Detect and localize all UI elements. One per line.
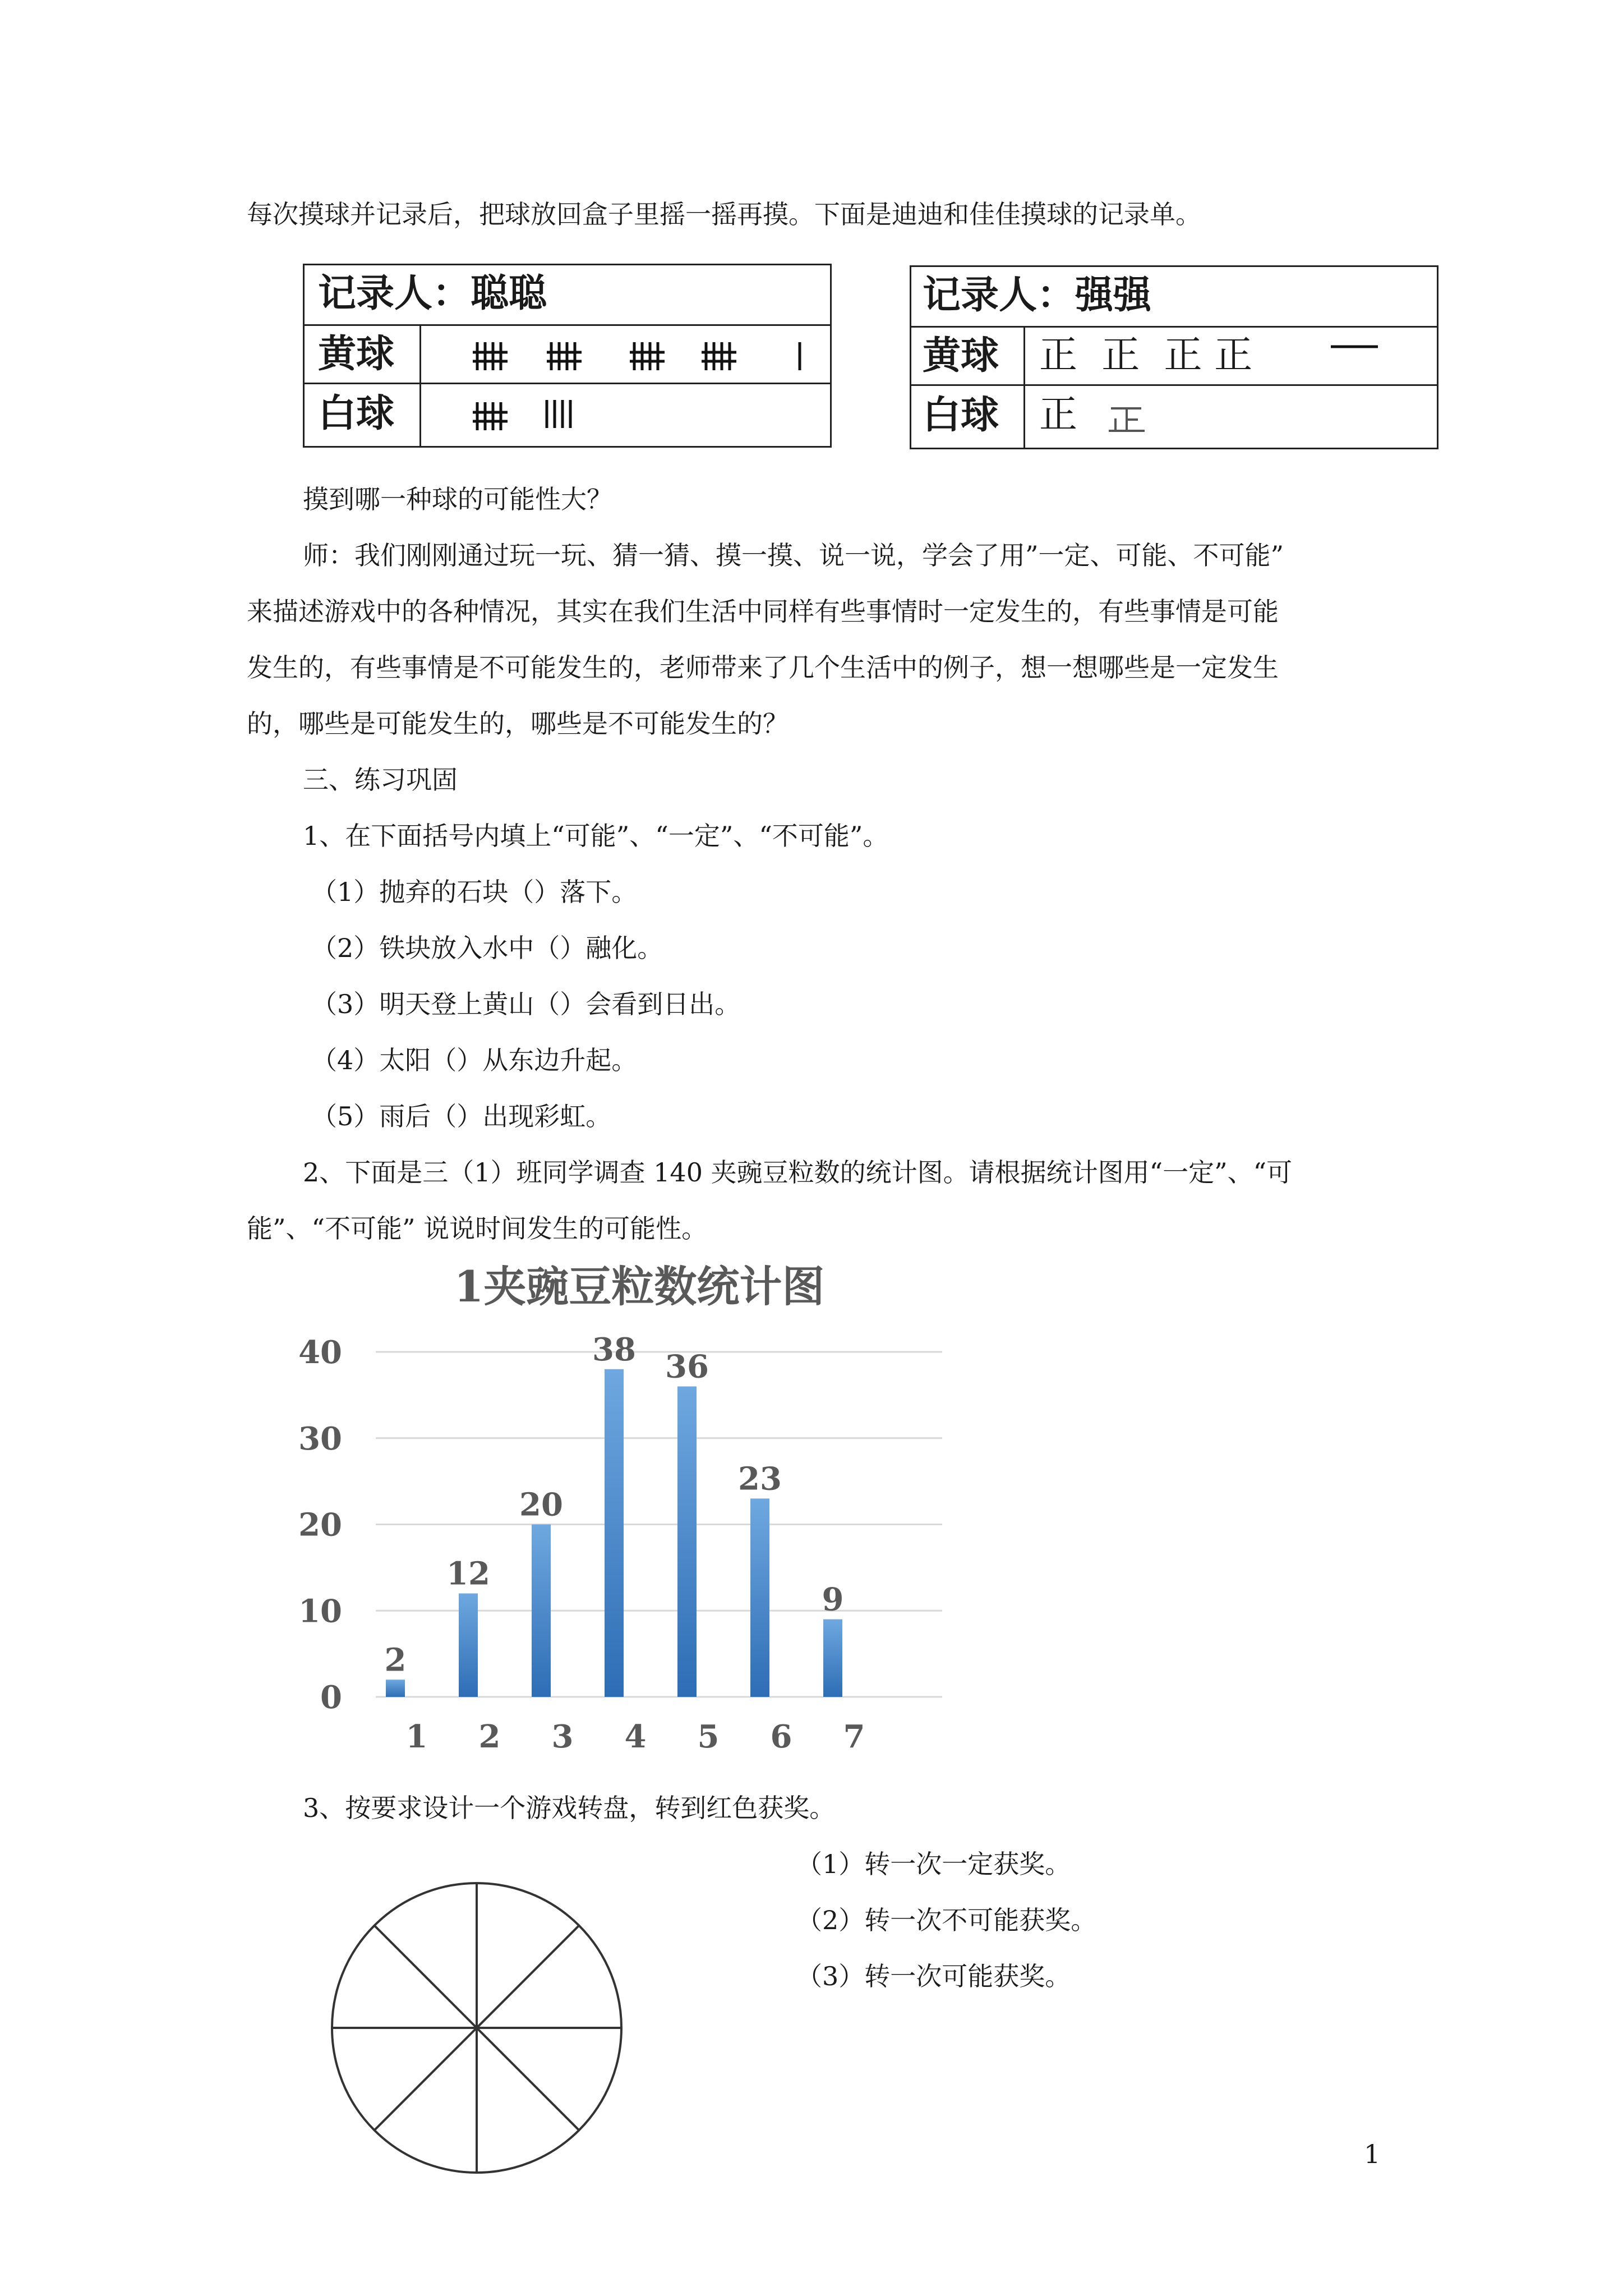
x-tick-label: 6 bbox=[770, 1718, 792, 1755]
data-label: 12 bbox=[446, 1555, 490, 1593]
question-text: 摸到哪一种球的可能性大？ bbox=[303, 484, 612, 514]
chart-title: 1夹豌豆粒数统计图 bbox=[454, 1262, 825, 1312]
y-tick-label: 30 bbox=[298, 1420, 342, 1457]
row-label: 白球 bbox=[318, 391, 395, 436]
q1-item: （3）明天登上黄山（）会看到日出。 bbox=[311, 989, 741, 1019]
teacher-line-1: 师：我们刚刚通过玩一玩、猜一猜、摸一摸、说一说，学会了用”一定、可能、不可能” bbox=[303, 540, 1284, 570]
x-tick-label: 7 bbox=[843, 1718, 865, 1755]
x-tick-label: 4 bbox=[624, 1718, 647, 1755]
bar-5 bbox=[677, 1387, 697, 1697]
page-number: 1 bbox=[1364, 2139, 1381, 2169]
spinner-wheel[interactable] bbox=[322, 1874, 637, 2188]
q1-item: （5）雨后（）出现彩虹。 bbox=[311, 1101, 612, 1131]
data-label: 36 bbox=[665, 1348, 709, 1386]
record-header: 记录人：强强 bbox=[923, 273, 1152, 318]
record-table-congcong bbox=[303, 264, 832, 448]
intro-text: 每次摸球并记录后，把球放回盒子里摇一摇再摸。下面是迪迪和佳佳摸球的记录单。 bbox=[247, 199, 1201, 229]
question-2-line-1: 2、下面是三（1）班同学调查 140 夹豌豆粒数的统计图。请根据统计图用“一定”、“可 bbox=[303, 1157, 1293, 1188]
section-heading: 三、练习巩固 bbox=[303, 765, 458, 795]
data-label: 23 bbox=[738, 1460, 782, 1498]
record-row-white bbox=[305, 383, 830, 446]
record-row-yellow bbox=[305, 324, 830, 384]
x-tick-label: 3 bbox=[551, 1718, 574, 1755]
row-label: 黄球 bbox=[318, 332, 395, 376]
tally-text-yellow: 正 正 正 正 bbox=[1039, 333, 1253, 378]
y-tick-label: 10 bbox=[298, 1593, 342, 1630]
row-label: 黄球 bbox=[923, 333, 999, 378]
q3-item: （3）转一次可能获奖。 bbox=[796, 1961, 1071, 1991]
question-1: 1、在下面括号内填上“可能”、“一定”、“不可能”。 bbox=[303, 821, 889, 851]
y-tick-label: 40 bbox=[298, 1334, 342, 1371]
tally-marks-white bbox=[450, 394, 619, 439]
teacher-line-3: 发生的，有些事情是不可能发生的，老师带来了几个生活中的例子，想一想哪些是一定发生 bbox=[247, 652, 1279, 683]
bar-2 bbox=[459, 1594, 478, 1697]
record-table-qiangqiang bbox=[910, 265, 1438, 449]
tally-marks-yellow bbox=[450, 334, 826, 379]
question-2-line-2: 能”、“不可能” 说说时间发生的可能性。 bbox=[247, 1213, 708, 1244]
y-tick-label: 20 bbox=[298, 1506, 342, 1544]
tally-text-white: 正 bbox=[1039, 393, 1078, 437]
bar-1 bbox=[386, 1680, 405, 1697]
row-label: 白球 bbox=[923, 393, 999, 438]
question-3: 3、按要求设计一个游戏转盘，转到红色获奖。 bbox=[303, 1793, 836, 1823]
bar-chart bbox=[292, 1257, 998, 1773]
teacher-line-2: 来描述游戏中的各种情况，其实在我们生活中同样有些事情时一定发生的，有些事情是可能 bbox=[247, 596, 1279, 627]
x-tick-label: 1 bbox=[405, 1718, 428, 1755]
data-label: 38 bbox=[592, 1331, 636, 1368]
record-row-yellow bbox=[911, 326, 1437, 386]
data-label: 9 bbox=[822, 1581, 844, 1618]
bar-6 bbox=[750, 1498, 769, 1697]
x-tick-label: 5 bbox=[697, 1718, 720, 1755]
record-row-white bbox=[911, 384, 1437, 448]
tally-partial-char bbox=[1108, 403, 1152, 436]
teacher-line-4: 的，哪些是可能发生的，哪些是不可能发生的？ bbox=[247, 708, 789, 739]
q1-item: （2）铁块放入水中（）融化。 bbox=[311, 933, 663, 963]
x-tick-label: 2 bbox=[478, 1718, 501, 1755]
bar-7 bbox=[823, 1619, 842, 1697]
q3-item: （2）转一次不可能获奖。 bbox=[796, 1905, 1097, 1935]
data-label: 2 bbox=[384, 1641, 407, 1679]
bar-4 bbox=[605, 1369, 624, 1697]
y-tick-label: 0 bbox=[320, 1679, 342, 1716]
bar-3 bbox=[532, 1525, 551, 1697]
tally-partial-stroke bbox=[1326, 339, 1382, 356]
q1-item: （1）抛弃的石块（）落下。 bbox=[311, 877, 638, 907]
record-header: 记录人：聪聪 bbox=[318, 271, 547, 316]
q3-item: （1）转一次一定获奖。 bbox=[796, 1849, 1071, 1879]
q1-item: （4）太阳（）从东边升起。 bbox=[311, 1045, 638, 1075]
data-label: 20 bbox=[519, 1486, 563, 1524]
